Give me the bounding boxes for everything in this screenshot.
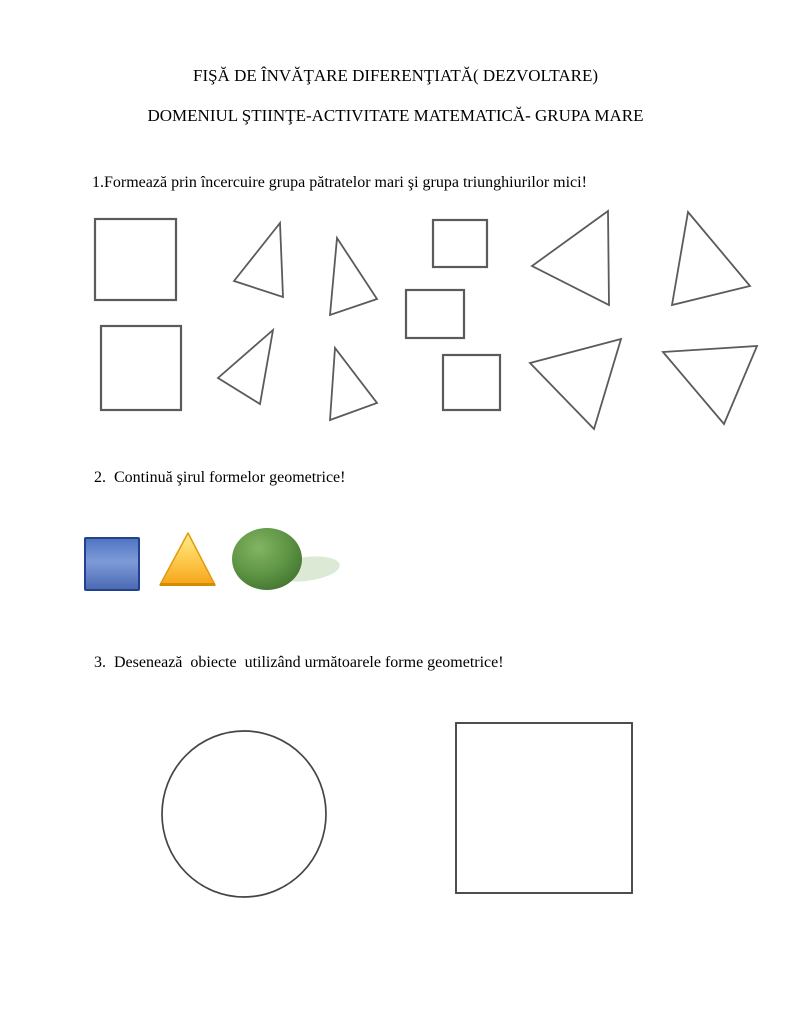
large-square-outline-2 — [101, 326, 181, 410]
large-triangle-outline-2 — [672, 212, 750, 305]
task2-label: 2. Continuă şirul formelor geometrice! — [94, 469, 346, 486]
square-outline-template — [456, 723, 632, 893]
small-triangle-outline-4 — [330, 348, 377, 420]
small-triangle-outline-1 — [234, 223, 283, 297]
small-triangle-outline-2 — [330, 238, 377, 315]
small-square-outline-3 — [443, 355, 500, 410]
task1-shape-field — [95, 211, 757, 429]
large-triangle-outline-3 — [530, 339, 621, 429]
task3-label: 3. Desenează obiecte utilizând următoarele forme geometrice! — [94, 654, 504, 671]
large-square-outline-1 — [95, 219, 176, 300]
large-triangle-outline-4 — [663, 346, 757, 424]
page-title: FIŞĂ DE ÎNVĂŢARE DIFERENŢIATĂ( DEZVOLTARE) — [192, 66, 599, 85]
page-subtitle: DOMENIUL ŞTIINŢE-ACTIVITATE MATEMATICĂ- GRUPA MARE — [147, 106, 644, 125]
small-square-outline-1 — [433, 220, 487, 267]
small-triangle-outline-3 — [218, 330, 273, 404]
large-triangle-outline-1 — [532, 211, 609, 305]
blue-square-shape — [85, 538, 139, 590]
circle-outline-template — [162, 731, 326, 897]
yellow-triangle-shape — [160, 533, 215, 585]
task2-pattern-row — [85, 528, 341, 590]
task3-shape-templates — [162, 723, 632, 897]
task1-label: 1.Formează prin încercuire grupa pătratelor mari şi grupa triunghiurilor mici! — [92, 174, 587, 191]
small-square-outline-2 — [406, 290, 464, 338]
green-circle-shape — [232, 528, 302, 590]
